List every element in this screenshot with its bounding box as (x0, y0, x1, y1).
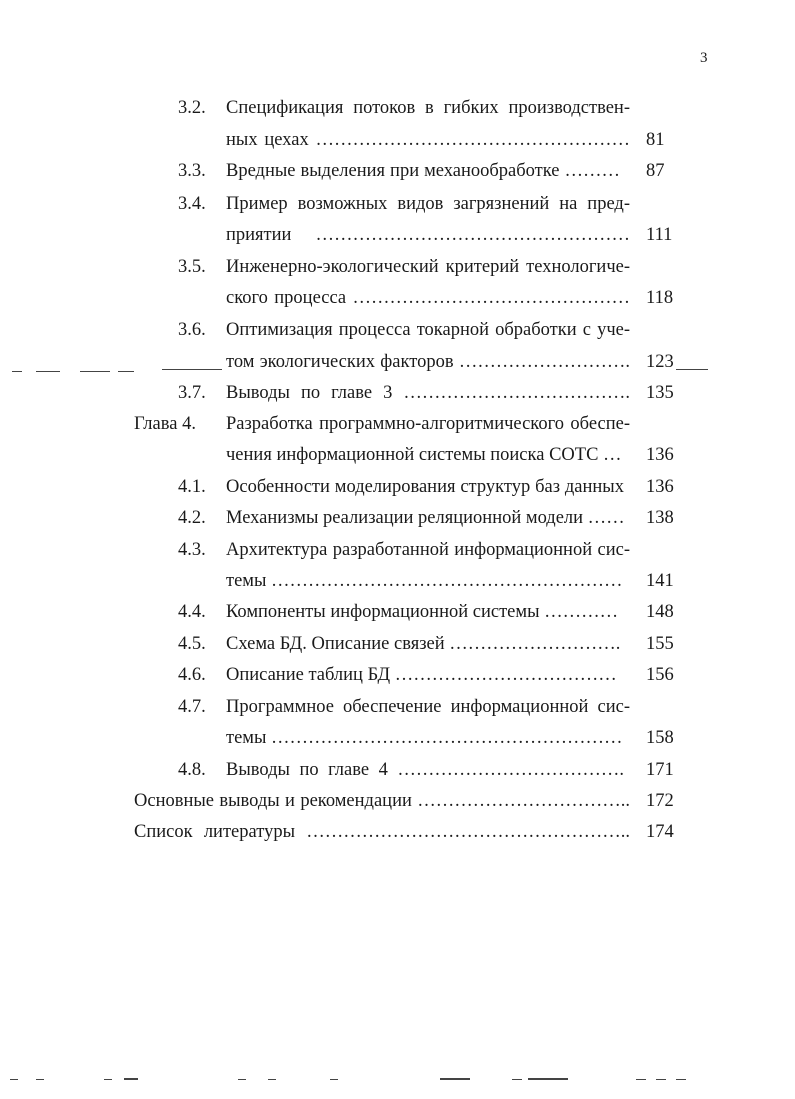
toc-title: Механизмы реализации реляционной модели …… (226, 508, 625, 528)
toc-page: 136 (646, 477, 674, 497)
toc-title: Пример возможных видов загрязнений на пред- (226, 194, 630, 214)
toc-title: Инженерно-экологический критерий технологиче- (226, 257, 630, 277)
toc-number: 3.7. (178, 383, 206, 403)
scan-dash (268, 1079, 276, 1080)
toc-page: 138 (646, 508, 674, 528)
scan-dash (238, 1079, 246, 1080)
toc-page: 87 (646, 161, 665, 181)
toc-number: 4.3. (178, 540, 206, 560)
toc-title: Архитектура разработанной информационной сис- (226, 540, 630, 560)
toc-title: темы ………………………………………………… (226, 571, 623, 591)
toc-number: 4.7. (178, 697, 206, 717)
scan-dash (330, 1079, 338, 1080)
toc-page: 148 (646, 602, 674, 622)
toc-title: том экологических факторов ………………………. (226, 352, 630, 372)
toc-title: темы ………………………………………………… (226, 728, 623, 748)
page-number: 3 (700, 50, 708, 66)
toc-number: 4.6. (178, 665, 206, 685)
scan-dash (528, 1078, 568, 1080)
scan-dash (162, 369, 222, 370)
scan-dash (104, 1079, 112, 1080)
scan-dash (12, 371, 22, 372)
scan-dash (80, 371, 110, 372)
toc-title: Особенности моделирования структур баз данных (226, 477, 624, 497)
toc-page: 135 (646, 383, 674, 403)
toc-number: 4.4. (178, 602, 206, 622)
scan-dash (36, 371, 60, 372)
toc-title: ных цехах …………………………………………… (226, 130, 630, 150)
toc-number: 3.2. (178, 98, 206, 118)
toc-number: 4.1. (178, 477, 206, 497)
scan-dash (440, 1078, 470, 1080)
scan-dash (656, 1079, 666, 1080)
toc-title: Выводы по главе 4 ………………………………. (226, 760, 624, 780)
toc-title: Оптимизация процесса токарной обработки с уче- (226, 320, 630, 340)
toc-title: Схема БД. Описание связей ………………………. (226, 634, 621, 654)
toc-title: ского процесса ……………………………………… (226, 288, 630, 308)
scan-dash (512, 1079, 522, 1080)
toc-title: Выводы по главе 3 ………………………………. (226, 383, 630, 403)
toc-title: чения информационной системы поиска СОТС … (226, 445, 622, 465)
toc-page: 81 (646, 130, 665, 150)
toc-page: 172 (646, 791, 674, 811)
toc-number: 4.5. (178, 634, 206, 654)
toc-number: 3.6. (178, 320, 206, 340)
scan-dash (676, 1079, 686, 1080)
toc-title: Описание таблиц БД ……………………………… (226, 665, 617, 685)
toc-page: 111 (646, 225, 673, 245)
scan-dash (124, 1078, 138, 1080)
scan-dash (36, 1079, 44, 1080)
scan-dash (636, 1079, 646, 1080)
toc-page: 155 (646, 634, 674, 654)
toc-title: Список литературы …………………………………………….. (134, 822, 630, 842)
toc-title: Основные выводы и рекомендации …………………………….. (134, 791, 630, 811)
toc-title: Вредные выделения при механообработке ……… (226, 161, 620, 181)
toc-title: приятии …………………………………………… (226, 225, 630, 245)
toc-title: Спецификация потоков в гибких производствен- (226, 98, 630, 118)
toc-page: 118 (646, 288, 674, 308)
toc-title: Разработка программно-алгоритмического обеспе- (226, 414, 630, 434)
toc-number: 4.8. (178, 760, 206, 780)
toc-number: 3.3. (178, 161, 206, 181)
toc-page: 158 (646, 728, 674, 748)
toc-number: 3.5. (178, 257, 206, 277)
toc-number: Глава 4. (134, 414, 196, 434)
toc-page: 171 (646, 760, 674, 780)
toc-page: 141 (646, 571, 674, 591)
scan-dash (118, 371, 134, 372)
toc-page: 123 (646, 352, 674, 372)
scan-dash (676, 369, 708, 370)
scan-dash (10, 1079, 18, 1080)
toc-page: 174 (646, 822, 674, 842)
toc-title: Компоненты информационной системы ………… (226, 602, 619, 622)
toc-page: 156 (646, 665, 674, 685)
toc-page: 136 (646, 445, 674, 465)
toc-title: Программное обеспечение информационной сис- (226, 697, 630, 717)
toc-number: 4.2. (178, 508, 206, 528)
toc-number: 3.4. (178, 194, 206, 214)
